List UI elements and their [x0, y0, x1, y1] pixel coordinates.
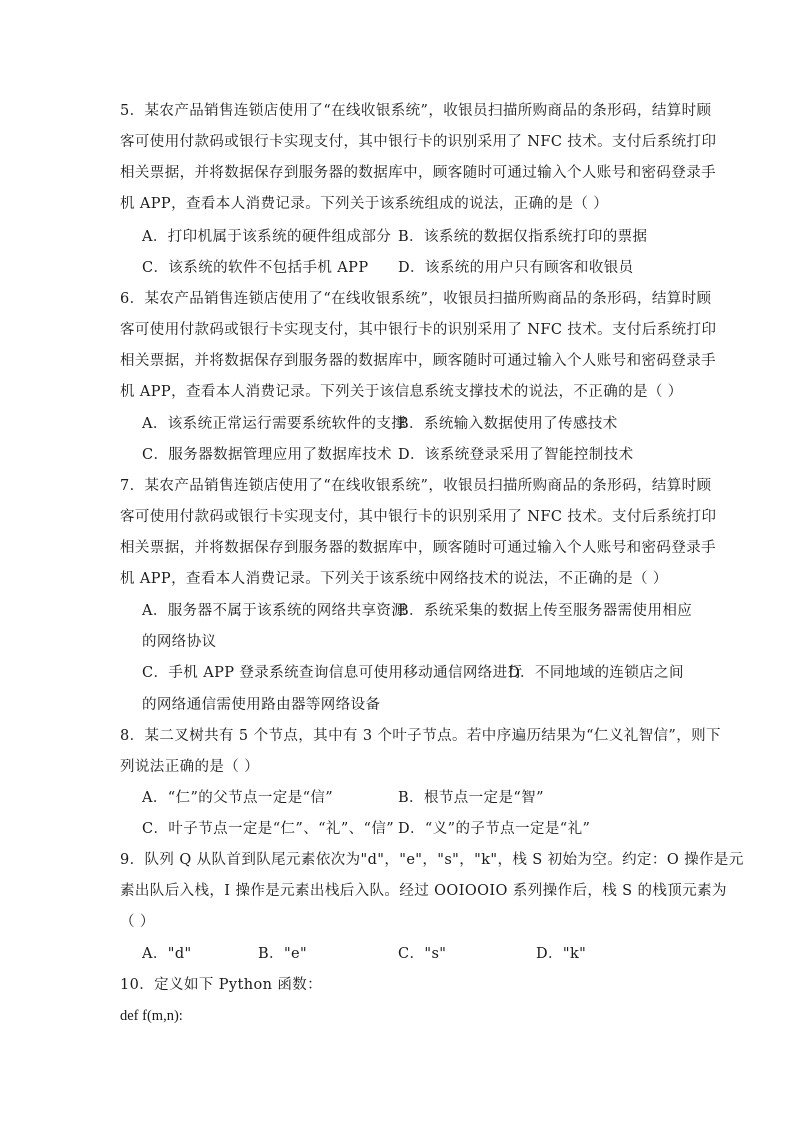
question-8-text-line-1: 8．某二叉树共有 5 个节点，其中有 3 个叶子节点。若中序遍历结果为“仁义礼智信”，则下: [120, 728, 721, 744]
question-6-text-line-4: 机 APP，查看本人消费记录。下列关于该信息系统支撑技术的说法，不正确的是（ ）: [120, 384, 683, 400]
question-8-option-a: A．“仁”的父节点一定是“信”: [142, 790, 334, 806]
question-6-text-line-2: 客可使用付款码或银行卡实现支付，其中银行卡的识别采用了 NFC 技术。支付后系统打印: [120, 322, 717, 338]
question-9-option-d: D．"k": [536, 946, 587, 962]
question-6-text-line-1: 6．某农产品销售连锁店使用了“在线收银系统”，收银员扫描所购商品的条形码，结算时顾: [120, 291, 712, 307]
question-5-text-line-2: 客可使用付款码或银行卡实现支付，其中银行卡的识别采用了 NFC 技术。支付后系统打印: [120, 134, 717, 150]
question-5-option-c: C．该系统的软件不包括手机 APP: [142, 260, 369, 276]
question-9-text-line-1: 9．队列 Q 从队首到队尾元素依次为"d"，"e"，"s"，"k"，栈 S 初始为空。约定：O 操作是元: [120, 852, 744, 868]
question-7-text-line-4: 机 APP，查看本人消费记录。下列关于该系统中网络技术的说法，不正确的是（ ）: [120, 571, 668, 587]
question-5-option-a: A．打印机属于该系统的硬件组成部分: [142, 229, 392, 245]
question-7-option-d: D．不同地域的连锁店之间: [508, 665, 684, 681]
question-7-option-b: B．系统采集的数据上传至服务器需使用相应: [398, 603, 693, 619]
question-5-option-b: B．该系统的数据仅指系统打印的票据: [398, 229, 648, 245]
question-10-code-line-1: def f(m,n):: [120, 1008, 183, 1024]
question-7-option-d-continued: 的网络通信需使用路由器等网络设备: [142, 697, 381, 713]
question-7-option-c: C．手机 APP 登录系统查询信息可使用移动通信网络进行: [142, 665, 523, 681]
question-5-text-line-3: 相关票据，并将数据保存到服务器的数据库中，顾客随时可通过输入个人账号和密码登录手: [120, 165, 716, 181]
question-8-option-c: C．叶子节点一定是“仁”、“礼”、“信”: [142, 821, 395, 837]
question-7-text-line-2: 客可使用付款码或银行卡实现支付，其中银行卡的识别采用了 NFC 技术。支付后系统打印: [120, 509, 717, 525]
question-8-text-line-2: 列说法正确的是（ ）: [120, 759, 260, 775]
question-5-text-line-4: 机 APP，查看本人消费记录。下列关于该系统组成的说法，正确的是（ ）: [120, 196, 609, 212]
question-9-text-line-3: （ ）: [120, 914, 155, 930]
question-6-option-a: A．该系统正常运行需要系统软件的支撑: [142, 416, 407, 432]
question-7-option-a: A．服务器不属于该系统的网络共享资源: [142, 603, 407, 619]
question-5-text-line-1: 5．某农产品销售连锁店使用了“在线收银系统”，收银员扫描所购商品的条形码，结算时顾: [120, 103, 712, 119]
question-6-text-line-3: 相关票据，并将数据保存到服务器的数据库中，顾客随时可通过输入个人账号和密码登录手: [120, 353, 716, 369]
question-9-option-c: C．"s": [398, 946, 447, 962]
question-6-option-d: D．该系统登录采用了智能控制技术: [398, 447, 634, 463]
question-9-option-b: B．"e": [258, 946, 308, 962]
question-9-option-a: A．"d": [142, 946, 192, 962]
question-8-option-d: D．“义”的子节点一定是“礼”: [398, 821, 591, 837]
question-5-option-d: D．该系统的用户只有顾客和收银员: [398, 260, 634, 276]
question-6-option-c: C．服务器数据管理应用了数据库技术: [142, 447, 392, 463]
question-9-text-line-2: 素出队后入栈，I 操作是元素出栈后入队。经过 OOIOOIO 系列操作后，栈 S 的栈顶元素为: [120, 883, 727, 899]
question-7-text-line-3: 相关票据，并将数据保存到服务器的数据库中，顾客随时可通过输入个人账号和密码登录手: [120, 540, 716, 556]
question-6-option-b: B．系统输入数据使用了传感技术: [398, 416, 618, 432]
question-8-option-b: B．根节点一定是“智”: [398, 790, 544, 806]
question-10-text-line-1: 10．定义如下 Python 函数：: [120, 977, 323, 993]
question-7-option-b-continued: 的网络协议: [142, 634, 217, 650]
question-7-text-line-1: 7．某农产品销售连锁店使用了“在线收银系统”，收银员扫描所购商品的条形码，结算时顾: [120, 478, 712, 494]
